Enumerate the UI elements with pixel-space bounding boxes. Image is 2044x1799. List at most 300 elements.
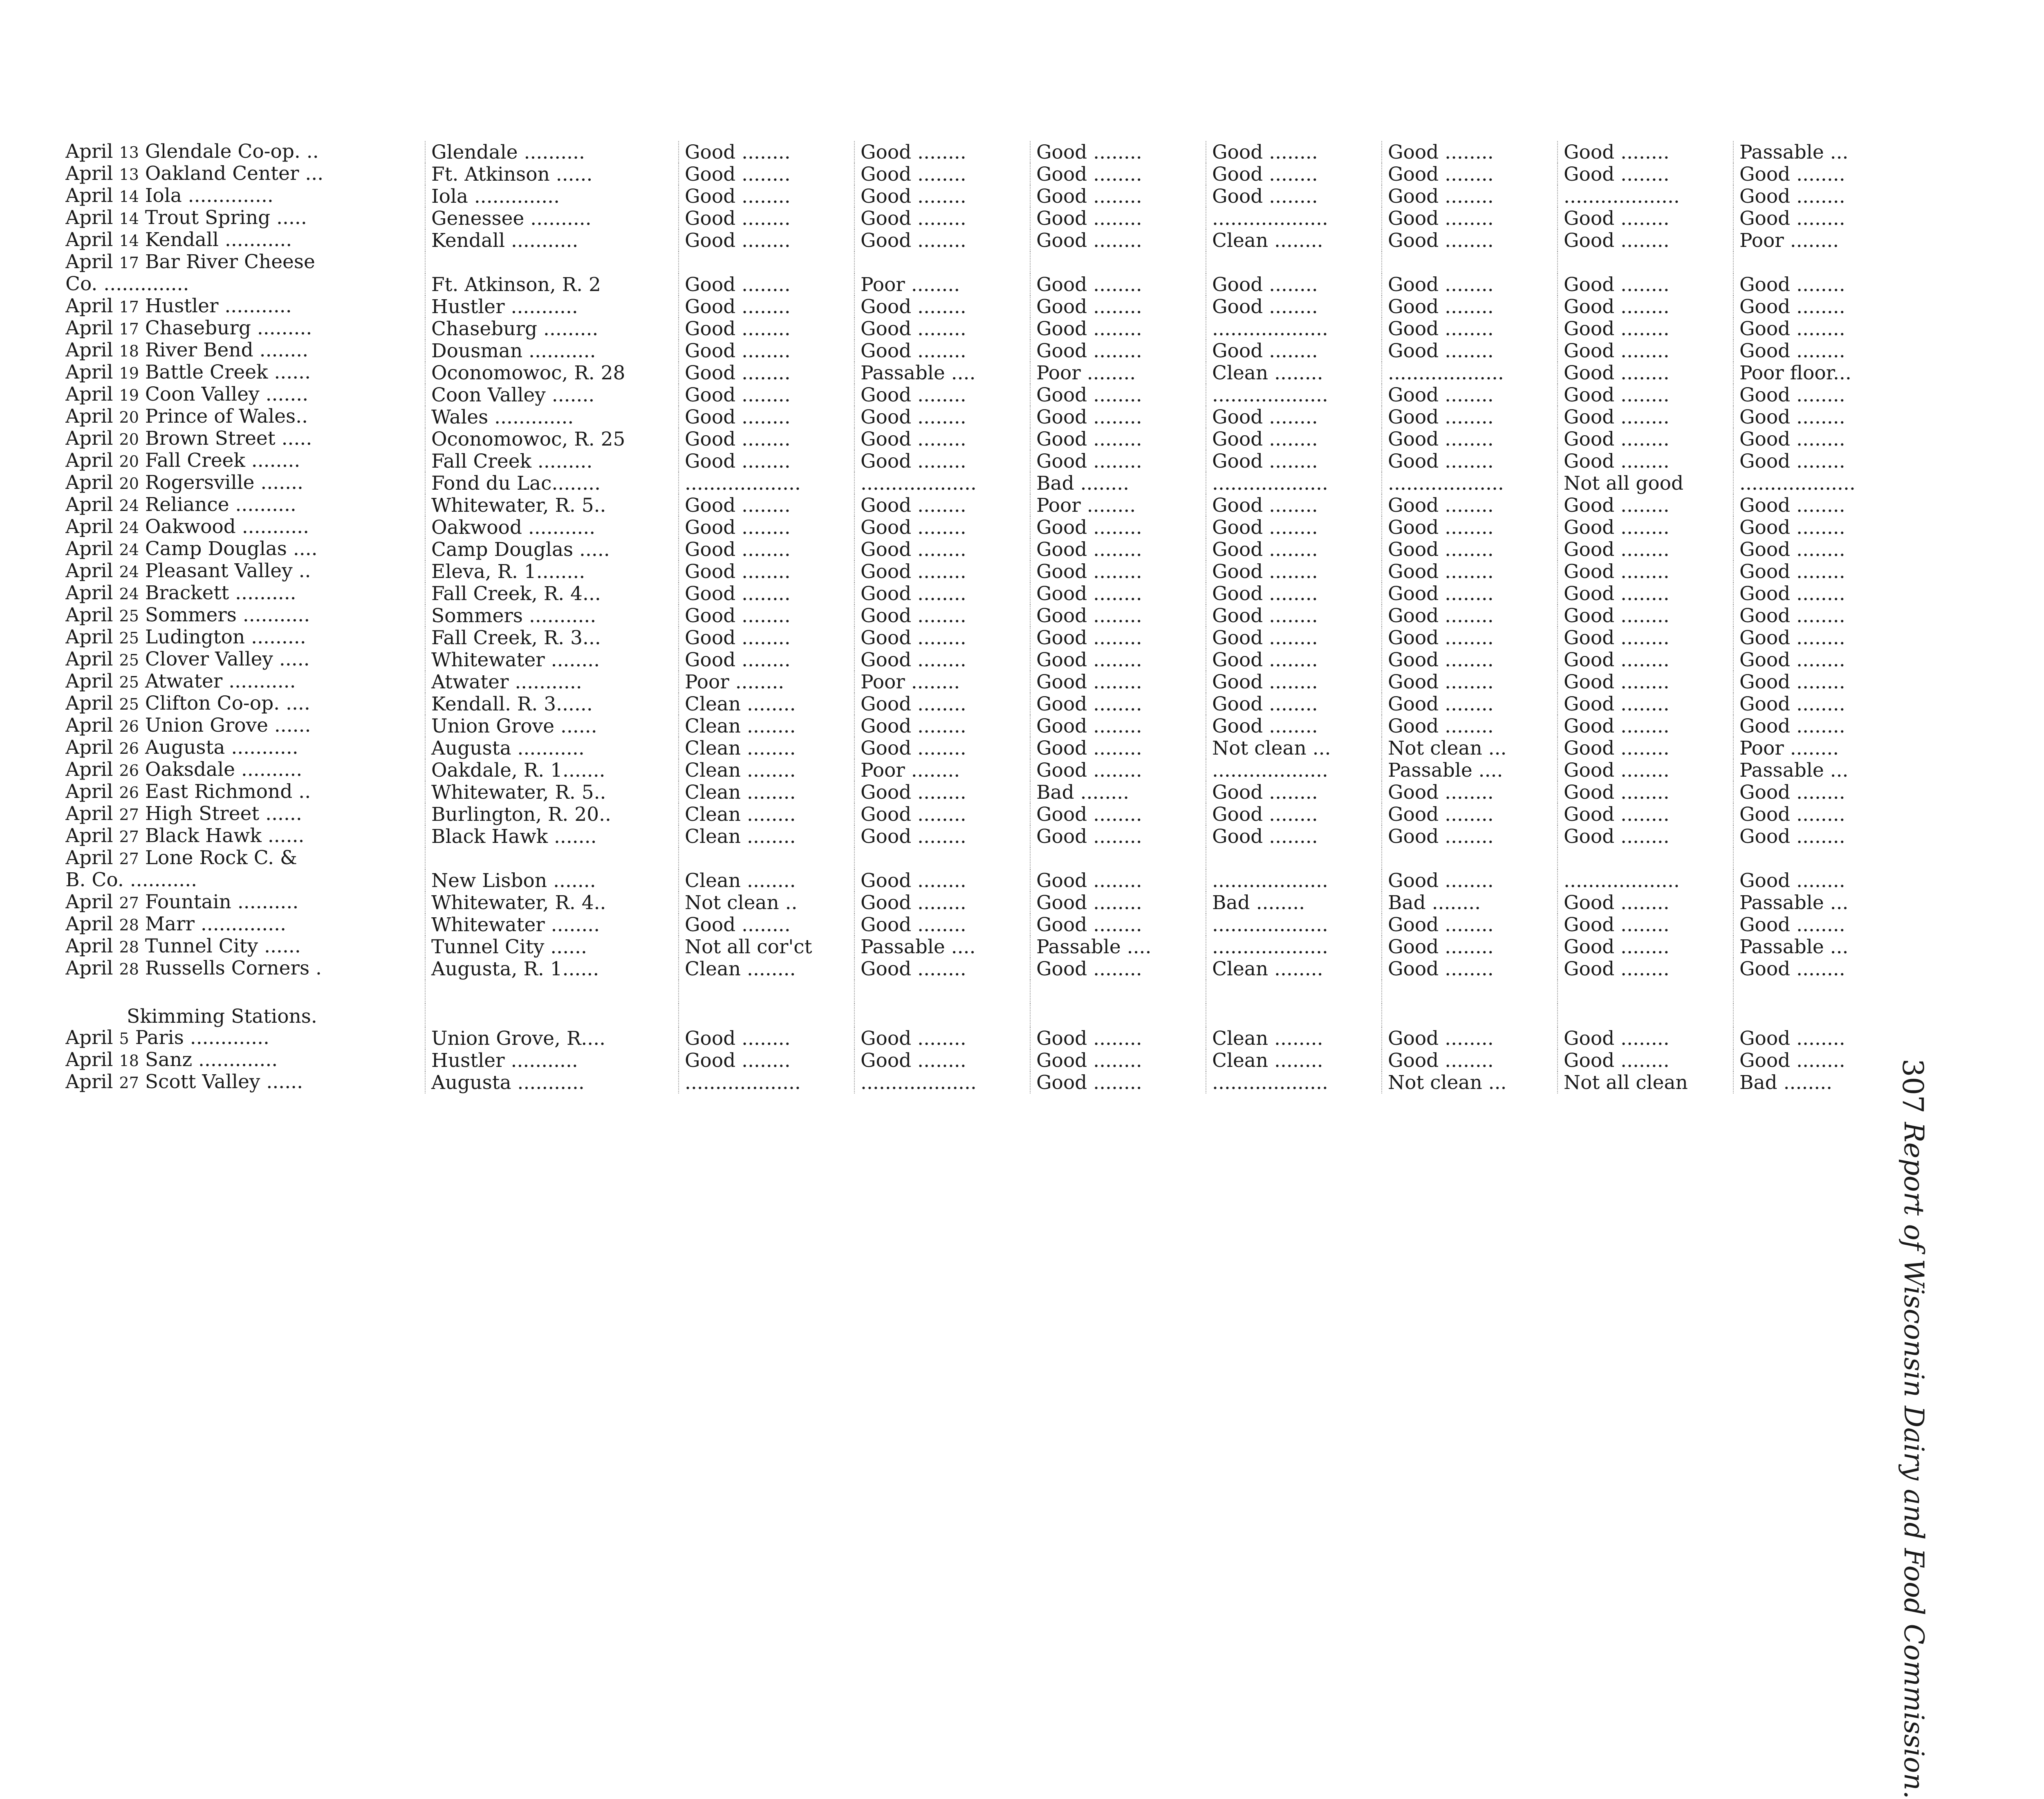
day: 24 <box>119 563 139 581</box>
condition-cell-1: Not all cor'ct <box>679 936 854 958</box>
condition-cell-2: ................... <box>854 1071 1030 1093</box>
day: 25 <box>119 673 139 691</box>
date-name-cell <box>65 494 425 516</box>
day: 27 <box>119 850 139 868</box>
condition-cell-2: Good ........ <box>854 914 1030 936</box>
location-cell: Whitewater, R. 5.. <box>425 494 679 516</box>
factory-name: Clover Valley ..... <box>145 649 310 670</box>
location-cell: Ft. Atkinson ...... <box>425 163 679 185</box>
date-name-cell <box>65 715 425 737</box>
date-name-cell <box>65 450 425 472</box>
condition-cell-1: Not clean .. <box>679 892 854 914</box>
condition-cell-2: Good ........ <box>854 715 1030 737</box>
condition-cell-2: Poor ........ <box>854 759 1030 781</box>
table-row <box>65 450 1893 472</box>
condition-cell-4: Good ........ <box>1206 296 1382 318</box>
table-row <box>65 560 1893 582</box>
condition-cell-7: Good ........ <box>1733 693 1893 715</box>
condition-cell-2: Good ........ <box>854 869 1030 892</box>
location-cell: Augusta, R. 1...... <box>425 958 679 980</box>
condition-cell-6: Good ........ <box>1558 715 1733 737</box>
condition-cell-7: Good ........ <box>1733 803 1893 825</box>
day: 13 <box>119 143 139 161</box>
condition-cell-2: Good ........ <box>854 296 1030 318</box>
month: April <box>65 715 113 737</box>
condition-cell-5: Good ........ <box>1382 825 1558 847</box>
condition-cell-1: Good ........ <box>679 318 854 340</box>
month: April <box>65 472 113 494</box>
month: April <box>65 892 113 913</box>
condition-cell-3: Good ........ <box>1030 759 1206 781</box>
condition-cell-3: Good ........ <box>1030 207 1206 229</box>
condition-cell-2: Good ........ <box>854 450 1030 472</box>
location-cell: Glendale .......... <box>425 141 679 163</box>
factory-name: Sommers ........... <box>145 605 310 626</box>
condition-cell-1: Good ........ <box>679 296 854 318</box>
condition-cell-3: Poor ........ <box>1030 494 1206 516</box>
section-header-row <box>65 1004 1893 1027</box>
date-name-cell <box>65 914 425 936</box>
condition-cell-1: Good ........ <box>679 1027 854 1049</box>
condition-cell-5: Good ........ <box>1382 560 1558 582</box>
location-cell: Sommers ........... <box>425 605 679 627</box>
condition-cell-4: ................... <box>1206 936 1382 958</box>
factory-name: High Street ...... <box>145 803 302 825</box>
condition-cell-6: Good ........ <box>1558 163 1733 185</box>
location-cell: Black Hawk ....... <box>425 825 679 847</box>
factory-name: Augusta ........... <box>145 737 298 759</box>
condition-cell-7: Good ........ <box>1733 825 1893 847</box>
date-name-cell <box>65 163 425 185</box>
condition-cell-6: Good ........ <box>1558 914 1733 936</box>
factory-name: Fountain .......... <box>145 892 299 913</box>
condition-cell-1: Good ........ <box>679 560 854 582</box>
condition-cell-6: Good ........ <box>1558 1027 1733 1049</box>
condition-cell-6: Not all good <box>1558 472 1733 494</box>
condition-cell-5: Good ........ <box>1382 273 1558 296</box>
condition-cell-5: Good ........ <box>1382 428 1558 450</box>
month: April <box>65 362 113 383</box>
condition-cell-6: Good ........ <box>1558 1049 1733 1071</box>
condition-cell-4: Clean ........ <box>1206 1027 1382 1049</box>
condition-cell-4: Not clean ... <box>1206 737 1382 759</box>
condition-cell-6: Good ........ <box>1558 516 1733 538</box>
factory-name: Tunnel City ...... <box>145 936 301 957</box>
condition-cell-5: Good ........ <box>1382 207 1558 229</box>
condition-cell-5: Good ........ <box>1382 340 1558 362</box>
factory-name: River Bend ........ <box>145 340 309 361</box>
condition-cell-5: ................... <box>1382 472 1558 494</box>
condition-cell-3: Good ........ <box>1030 516 1206 538</box>
month: April <box>65 384 113 406</box>
date-name-cell <box>65 693 425 715</box>
condition-cell-6: Good ........ <box>1558 538 1733 560</box>
condition-cell-5: Good ........ <box>1382 229 1558 251</box>
condition-cell-3: Good ........ <box>1030 671 1206 693</box>
factory-name: Iola .............. <box>145 185 273 207</box>
location-cell: Oakwood ........... <box>425 516 679 538</box>
condition-cell-3 <box>1030 251 1206 273</box>
month: April <box>65 649 113 670</box>
table-row <box>65 472 1893 494</box>
month: April <box>65 693 113 715</box>
skimming-row <box>65 1071 1893 1093</box>
skimming-row <box>65 1049 1893 1071</box>
table-row <box>65 737 1893 759</box>
factory-name: Kendall ........... <box>145 229 292 251</box>
month: April <box>65 516 113 538</box>
table-row <box>65 273 1893 296</box>
condition-cell-3: Good ........ <box>1030 141 1206 163</box>
condition-cell-6: Good ........ <box>1558 362 1733 384</box>
location-cell: Atwater ........... <box>425 671 679 693</box>
condition-cell-3: Good ........ <box>1030 825 1206 847</box>
condition-cell-7: Good ........ <box>1733 1049 1893 1071</box>
condition-cell-6 <box>1558 251 1733 273</box>
factory-name: East Richmond .. <box>145 781 311 803</box>
condition-cell-1: Good ........ <box>679 141 854 163</box>
condition-cell-4: ................... <box>1206 1071 1382 1093</box>
inspection-table <box>65 141 1893 1093</box>
table-row <box>65 605 1893 627</box>
month: April <box>65 1071 113 1093</box>
month: April <box>65 781 113 803</box>
table-row <box>65 516 1893 538</box>
month: April <box>65 251 113 273</box>
condition-cell-1: Good ........ <box>679 538 854 560</box>
condition-cell-1: Clean ........ <box>679 869 854 892</box>
condition-cell-7: Passable ... <box>1733 141 1893 163</box>
month: April <box>65 671 113 692</box>
condition-cell-7: Good ........ <box>1733 671 1893 693</box>
condition-cell-1: Clean ........ <box>679 781 854 803</box>
factory-name: Bar River Cheese <box>145 251 315 273</box>
table-row <box>65 384 1893 406</box>
condition-cell-2: Good ........ <box>854 229 1030 251</box>
condition-cell-6: Good ........ <box>1558 825 1733 847</box>
condition-cell-3: Good ........ <box>1030 384 1206 406</box>
month: April <box>65 185 113 207</box>
condition-cell-4: Good ........ <box>1206 428 1382 450</box>
condition-cell-4: ................... <box>1206 472 1382 494</box>
condition-cell-1: Clean ........ <box>679 825 854 847</box>
condition-cell-6: Good ........ <box>1558 627 1733 649</box>
condition-cell-3: Good ........ <box>1030 538 1206 560</box>
month: April <box>65 340 113 361</box>
date-name-cell <box>65 538 425 560</box>
table-row <box>65 428 1893 450</box>
condition-cell-5: Good ........ <box>1382 605 1558 627</box>
condition-cell-6: ................... <box>1558 869 1733 892</box>
factory-name: Oakland Center ... <box>145 163 324 185</box>
date-name-cell <box>65 318 425 340</box>
condition-cell-6: Good ........ <box>1558 273 1733 296</box>
factory-name: Lone Rock C. & <box>145 847 297 869</box>
condition-cell-4: Good ........ <box>1206 273 1382 296</box>
condition-cell-3: Good ........ <box>1030 450 1206 472</box>
condition-cell-7: Good ........ <box>1733 340 1893 362</box>
condition-cell-2: Good ........ <box>854 781 1030 803</box>
month: April <box>65 229 113 251</box>
factory-name: Union Grove ...... <box>145 715 311 737</box>
condition-cell-2: Good ........ <box>854 406 1030 428</box>
condition-cell-5: Good ........ <box>1382 296 1558 318</box>
condition-cell-6: Good ........ <box>1558 207 1733 229</box>
condition-cell-5: Good ........ <box>1382 649 1558 671</box>
day: 20 <box>119 408 139 426</box>
date-name-cell <box>65 737 425 759</box>
day: 5 <box>119 1030 129 1048</box>
location-cell: Kendall ........... <box>425 229 679 251</box>
location-cell: Whitewater, R. 4.. <box>425 892 679 914</box>
date-name-cell <box>65 892 425 914</box>
day: 26 <box>119 784 139 802</box>
day: 24 <box>119 497 139 515</box>
factory-name: Reliance .......... <box>145 494 296 516</box>
condition-cell-5 <box>1382 251 1558 273</box>
date-name-cell <box>65 207 425 229</box>
factory-name: Brown Street ..... <box>145 428 312 450</box>
factory-name: Russells Corners . <box>145 958 322 979</box>
condition-cell-7: Good ........ <box>1733 428 1893 450</box>
table-row <box>65 362 1893 384</box>
month: April <box>65 207 113 229</box>
condition-cell-2: Good ........ <box>854 892 1030 914</box>
factory-name: Prince of Wales.. <box>145 406 308 428</box>
date-name-cell <box>65 582 425 605</box>
table-row <box>65 229 1893 251</box>
condition-cell-3: Good ........ <box>1030 715 1206 737</box>
factory-name: Scott Valley ...... <box>145 1071 303 1093</box>
date-name-cell <box>65 825 425 847</box>
date-name-cell <box>65 428 425 450</box>
date-name-cell <box>65 1049 425 1071</box>
month: April <box>65 538 113 560</box>
condition-cell-5: Not clean ... <box>1382 1071 1558 1093</box>
condition-cell-1: Good ........ <box>679 582 854 605</box>
condition-cell-7: Good ........ <box>1733 582 1893 605</box>
day: 25 <box>119 651 139 669</box>
location-cell: Kendall. R. 3...... <box>425 693 679 715</box>
factory-rows <box>65 141 1893 1093</box>
condition-cell-6: Good ........ <box>1558 781 1733 803</box>
day: 24 <box>119 519 139 537</box>
day: 28 <box>119 960 139 978</box>
day: 25 <box>119 607 139 625</box>
factory-name: Ludington ......... <box>145 627 306 648</box>
condition-cell-2: Good ........ <box>854 649 1030 671</box>
month: April <box>65 914 113 935</box>
condition-cell-4: Good ........ <box>1206 605 1382 627</box>
month: April <box>65 825 113 847</box>
factory-name: Oaksdale .......... <box>145 759 303 781</box>
date-name-cell <box>65 1071 425 1093</box>
month: April <box>65 803 113 825</box>
month: April <box>65 428 113 450</box>
day: 25 <box>119 629 139 647</box>
condition-cell-3: Good ........ <box>1030 892 1206 914</box>
location-cell: Union Grove ...... <box>425 715 679 737</box>
condition-cell-4: Clean ........ <box>1206 362 1382 384</box>
table-row <box>65 869 1893 892</box>
date-name-cell <box>65 803 425 825</box>
condition-cell-4: Good ........ <box>1206 671 1382 693</box>
condition-cell-5: Good ........ <box>1382 1027 1558 1049</box>
day: 24 <box>119 541 139 559</box>
condition-cell-4: Good ........ <box>1206 163 1382 185</box>
factory-name: Rogersville ....... <box>145 472 303 494</box>
month: April <box>65 1027 113 1049</box>
factory-name: Chaseburg ......... <box>145 318 312 339</box>
table-row <box>65 693 1893 715</box>
condition-cell-1: Good ........ <box>679 229 854 251</box>
date-name-cell <box>65 759 425 781</box>
condition-cell-1: Clean ........ <box>679 759 854 781</box>
condition-cell-1: Good ........ <box>679 185 854 207</box>
condition-cell-3: Passable .... <box>1030 936 1206 958</box>
condition-cell-5: Good ........ <box>1382 803 1558 825</box>
day: 20 <box>119 430 139 448</box>
condition-cell-6: Good ........ <box>1558 406 1733 428</box>
condition-cell-3: Bad ........ <box>1030 472 1206 494</box>
condition-cell-3: Good ........ <box>1030 649 1206 671</box>
location-cell: Iola .............. <box>425 185 679 207</box>
date-name-cell <box>65 273 425 296</box>
condition-cell-6: Good ........ <box>1558 560 1733 582</box>
condition-cell-4: Good ........ <box>1206 516 1382 538</box>
day: 26 <box>119 739 139 757</box>
condition-cell-3: Good ........ <box>1030 406 1206 428</box>
condition-cell-4: Good ........ <box>1206 649 1382 671</box>
date-name-cell <box>65 847 425 869</box>
condition-cell-7: Poor ........ <box>1733 737 1893 759</box>
condition-cell-2: Passable .... <box>854 362 1030 384</box>
condition-cell-6: Good ........ <box>1558 582 1733 605</box>
condition-cell-7: Good ........ <box>1733 560 1893 582</box>
condition-cell-1: Good ........ <box>679 450 854 472</box>
table-row <box>65 825 1893 847</box>
day: 19 <box>119 364 139 382</box>
table-row <box>65 914 1893 936</box>
condition-cell-7: Good ........ <box>1733 318 1893 340</box>
condition-cell-3 <box>1030 847 1206 869</box>
condition-cell-7: Poor floor... <box>1733 362 1893 384</box>
month: April <box>65 163 113 185</box>
condition-cell-3: Good ........ <box>1030 627 1206 649</box>
condition-cell-7: Good ........ <box>1733 516 1893 538</box>
location-cell: Fall Creek, R. 3... <box>425 627 679 649</box>
table-row <box>65 207 1893 229</box>
condition-cell-2: Good ........ <box>854 318 1030 340</box>
day: 25 <box>119 695 139 713</box>
condition-cell-7: Good ........ <box>1733 958 1893 980</box>
condition-cell-7 <box>1733 251 1893 273</box>
date-name-cell <box>65 627 425 649</box>
condition-cell-3: Good ........ <box>1030 296 1206 318</box>
condition-cell-7: Poor ........ <box>1733 229 1893 251</box>
factory-name: Marr .............. <box>145 914 287 935</box>
location-cell: Augusta ........... <box>425 737 679 759</box>
condition-cell-4: Good ........ <box>1206 582 1382 605</box>
table-row <box>65 318 1893 340</box>
table-row <box>65 582 1893 605</box>
month: April <box>65 582 113 604</box>
date-name-cell <box>65 560 425 582</box>
location-cell: Fall Creek ......... <box>425 450 679 472</box>
condition-cell-7: Good ........ <box>1733 649 1893 671</box>
condition-cell-5: Good ........ <box>1382 715 1558 737</box>
month: April <box>65 1049 113 1071</box>
condition-cell-6: Good ........ <box>1558 737 1733 759</box>
skimming-row <box>65 1027 1893 1049</box>
condition-cell-5: Good ........ <box>1382 185 1558 207</box>
condition-cell-7: Passable ... <box>1733 892 1893 914</box>
factory-name: Hustler ........... <box>145 296 292 317</box>
location-cell: Augusta ........... <box>425 1071 679 1093</box>
condition-cell-2: Good ........ <box>854 627 1030 649</box>
condition-cell-7: Good ........ <box>1733 450 1893 472</box>
condition-cell-7: Good ........ <box>1733 163 1893 185</box>
condition-cell-6: Good ........ <box>1558 428 1733 450</box>
condition-cell-4: ................... <box>1206 384 1382 406</box>
condition-cell-7: Good ........ <box>1733 781 1893 803</box>
factory-name: Fall Creek ........ <box>145 450 300 472</box>
condition-cell-5: Good ........ <box>1382 494 1558 516</box>
month: April <box>65 141 113 163</box>
date-name-cell <box>65 296 425 318</box>
condition-cell-5: Good ........ <box>1382 450 1558 472</box>
condition-cell-7: Good ........ <box>1733 605 1893 627</box>
condition-cell-2: Good ........ <box>854 163 1030 185</box>
condition-cell-2: Poor ........ <box>854 273 1030 296</box>
condition-cell-1: Good ........ <box>679 649 854 671</box>
month: April <box>65 605 113 626</box>
condition-cell-5: Good ........ <box>1382 693 1558 715</box>
condition-cell-4: Good ........ <box>1206 627 1382 649</box>
condition-cell-2 <box>854 251 1030 273</box>
condition-cell-4: ................... <box>1206 318 1382 340</box>
location-cell: Hustler ........... <box>425 296 679 318</box>
condition-cell-1: Clean ........ <box>679 803 854 825</box>
factory-name: Atwater ........... <box>145 671 296 692</box>
condition-cell-5: ................... <box>1382 362 1558 384</box>
table-row <box>65 649 1893 671</box>
condition-cell-2: Good ........ <box>854 693 1030 715</box>
condition-cell-4: Clean ........ <box>1206 229 1382 251</box>
condition-cell-1: Good ........ <box>679 627 854 649</box>
condition-cell-5: Good ........ <box>1382 936 1558 958</box>
condition-cell-7: Good ........ <box>1733 273 1893 296</box>
condition-cell-6 <box>1558 847 1733 869</box>
factory-name: Oakwood ........... <box>145 516 309 538</box>
month: April <box>65 847 113 869</box>
location-cell: Burlington, R. 20.. <box>425 803 679 825</box>
day: 28 <box>119 916 139 934</box>
day: 18 <box>119 1052 139 1070</box>
location-cell: New Lisbon ....... <box>425 869 679 892</box>
condition-cell-3: Good ........ <box>1030 737 1206 759</box>
location-cell: Oakdale, R. 1....... <box>425 759 679 781</box>
table-row <box>65 340 1893 362</box>
month: April <box>65 318 113 339</box>
condition-cell-4: Clean ........ <box>1206 958 1382 980</box>
condition-cell-4: Bad ........ <box>1206 892 1382 914</box>
day: 13 <box>119 166 139 184</box>
condition-cell-3: Good ........ <box>1030 1049 1206 1071</box>
table-row <box>65 627 1893 649</box>
condition-cell-1: Good ........ <box>679 406 854 428</box>
condition-cell-5: Good ........ <box>1382 1049 1558 1071</box>
